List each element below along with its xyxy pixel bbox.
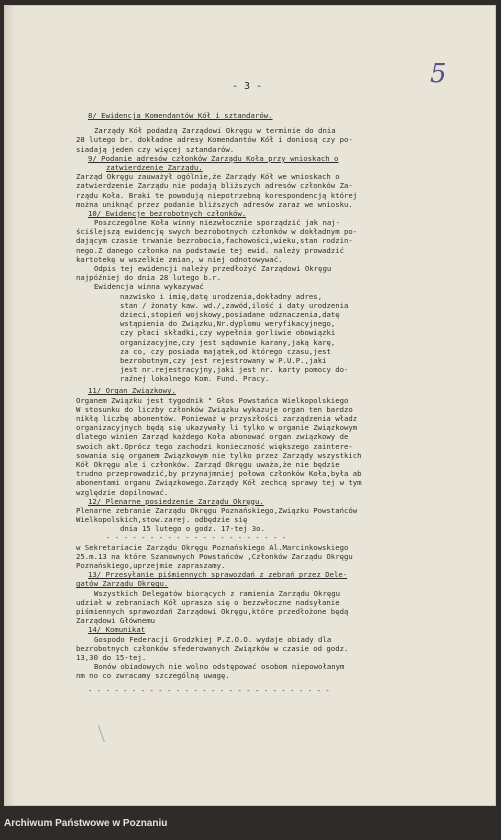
text-line: w Sekretariacie Zarządu Okręgu Poznańskiego Al.Marcinkowskiego	[76, 542, 349, 552]
text-line: nm no co zwracamy szczególną uwagę.	[76, 671, 230, 681]
text-line: kartotekę w wszelkie zmian, w niej odnotowywać.	[76, 254, 283, 264]
text-line: dzieci,stopień wojskowy,posiadane odznaczenia,datę	[120, 309, 340, 319]
text-line: dnia 15 lutego o godz. 17-tej 3o.	[120, 524, 265, 534]
text-line: Poszczególne Koła winny niezwłocznie sporządzić jak naj-	[94, 218, 341, 228]
text-line: trudno przeprowadzić,by przynajmniej połowa członków Koła,była ab	[76, 469, 362, 479]
section-heading: gatów Zarządu Okręgu.	[76, 579, 169, 589]
section-heading: 14/ Komunikat	[88, 625, 146, 635]
text-line: 25.m.13 na które Szanownych Powstańców ,Członków Zarządu Okręgu	[76, 551, 353, 561]
text-line: 28 lutego br. dokładne adresy Komendantów Kół i doniosą czy po-	[76, 135, 353, 145]
text-line: W stosunku do liczby członków Związku wykazuje organ ten bardzo	[76, 404, 353, 414]
handwritten-page-number: 5	[430, 59, 447, 89]
page-number: - 3 -	[232, 81, 263, 92]
text-line: czy płaci składki,czy wypełnia gorliwie obowiązki	[120, 328, 336, 338]
text-line: organizacyjnych będą się ukazywały li tylko w organie Związkowym	[76, 423, 358, 433]
text-line: stan / żonaty kaw. wd./,zawód,ilość i daty urodzenia	[120, 300, 349, 310]
text-line: Organem Związku jest tygodnik " Głos Powstańca Wielkopolskiego	[76, 395, 349, 405]
text-line: Wszystkich Delegatów biorących z ramienia Zarządu Okręgu	[94, 588, 341, 598]
text-line: - - - - - - - - - - - - - - - - - - - - - - - - - - - -	[88, 686, 330, 696]
text-line: Wielkopolskich,stow.zarej. odbędzie się	[76, 515, 248, 525]
text-line: najpóźniej do dnia 28 lutego b.r.	[76, 273, 221, 283]
text-line: za co, czy posiada majątek,od którego czasu,jest	[120, 346, 331, 356]
text-line: rządu Koła. Braki te powodują niepotrzebną korespondencją której	[76, 190, 358, 200]
text-line: 13,30 do 15-tej.	[76, 652, 147, 662]
text-line: Kół Okręgu ale i członków. Zarząd Okręgu uważa,że nie będzie	[76, 459, 340, 469]
text-line: Plenarne zebranie Zarządu Okręgu Poznańskiego,Związku Powstańców	[76, 505, 358, 515]
archive-footer-bar	[0, 806, 501, 840]
section-heading: 12/ Plenarne posiedzenie Zarządu Okręgu.	[88, 496, 264, 506]
text-line: można uniknąć przez podanie bliższych adresów zaraz we wniosku.	[76, 199, 353, 209]
text-line: raźnej lokalnego Kom. Fund. Pracy.	[120, 374, 270, 384]
text-line: Zarządowi Głównemu	[76, 616, 156, 626]
section-heading: 8/ Ewidencja Komendantów Kół i sztandarów.	[88, 111, 273, 120]
text-line: udział w zebraniach Kół uprasza się o bezzwłoczne nadsyłanie	[76, 597, 340, 607]
text-line: nego.Z danego członka na podstawie tej ewid. należy prowadzić	[76, 245, 344, 255]
text-line: wstąpienia do Związku,Nr.dyplomu weryfikacyjnego,	[120, 319, 336, 329]
page-edge-shadow	[5, 6, 15, 805]
text-line: Poznańskiego,uprzejmie zapraszamy.	[76, 561, 226, 570]
text-line: nikłą liczbę abonentów. Ponieważ w przyszłości zarządzenia władz	[76, 414, 358, 423]
text-line: Odpis tej ewidencji należy przedłożyć Zarządowi Okręgu	[94, 264, 332, 273]
text-line: Bonów obiadowych nie wolno odstępować osobom niepowołanym	[94, 662, 345, 672]
document-body	[60, 111, 452, 696]
section-heading: 10/ Ewidencje bezrobotnych członków.	[88, 208, 247, 218]
text-line: Zarządy Kół podadzą Zarządowi Okręgu w terminie do dnia	[94, 126, 336, 136]
section-heading: 9/ Podanie adresów członków Zarządu Koła przy wnioskach o	[88, 153, 339, 163]
text-line: dającym czasie trwanie bezrobocia,fachowości,wieku,stan rodzin-	[76, 236, 353, 246]
text-line: sowania się organem Związkowym nie tylko przez Zarządy wszystkich	[76, 450, 362, 460]
text-line: - - - - - - - - - - - - - - - - - - - - -	[106, 533, 287, 543]
section-heading: 13/ Przesyłanie piśmiennych sprawozdań z zebrań przez Dele-	[88, 570, 348, 580]
text-line: jest nr.rejestracyjny,jaki jest nr. karty pomocy do-	[120, 365, 349, 375]
text-line: ściślejszą ewidencję swych bezrobotnych członków w dokładnym po-	[76, 227, 358, 237]
text-line: siadają jeden czy więcej sztandarów.	[76, 144, 235, 154]
text-line: Gospodo Federacji Grodzkiej P.Z.O.O. wydaje obiady dla	[94, 634, 332, 644]
text-line: swoich akt.Oprócz tego zachodzi konieczność większego zaintere-	[76, 441, 353, 451]
archive-credit: Archiwum Państwowe w Poznaniu	[4, 818, 168, 829]
text-line: bezrobotnym,czy jest rejestrowany w P.U.P.,jaki	[120, 355, 327, 365]
document-page	[4, 5, 496, 806]
pen-mark	[98, 716, 130, 742]
text-line: nazwisko i imię,datę urodzenia,dokładny adres,	[120, 291, 323, 301]
section-heading: 11/ Organ Związkowy.	[88, 386, 176, 396]
text-line: Ewidencja winna wykazywać	[94, 282, 204, 292]
text-line: abonentami organu Związkowego.Zarządy Kół zechcą sprawy tej w tym	[76, 478, 362, 488]
text-line: względzie dopilnować.	[76, 487, 169, 497]
section-heading: zatwierdzenie Zarządu.	[106, 162, 203, 172]
text-line: dlatego winien Zarząd każdego Koła abonować organ związkowy de	[76, 432, 349, 442]
text-line: zatwierdzenie Zarządu nie podają bliższych adresów członków Za-	[76, 181, 353, 191]
text-line: Zarząd Okręgu zauważył ogólnie,że Zarządy Kół we wnioskach o	[76, 172, 340, 182]
text-line: piśmiennych sprawozdań Zarządowi Okręgu,które przedłożone będą	[76, 606, 349, 616]
text-line: bezrobotnych członków sfederowanych Związków w czasie od godz.	[76, 643, 349, 653]
text-line: organizacyjne,czy jest sądownie karany,jaką karę,	[120, 337, 336, 347]
